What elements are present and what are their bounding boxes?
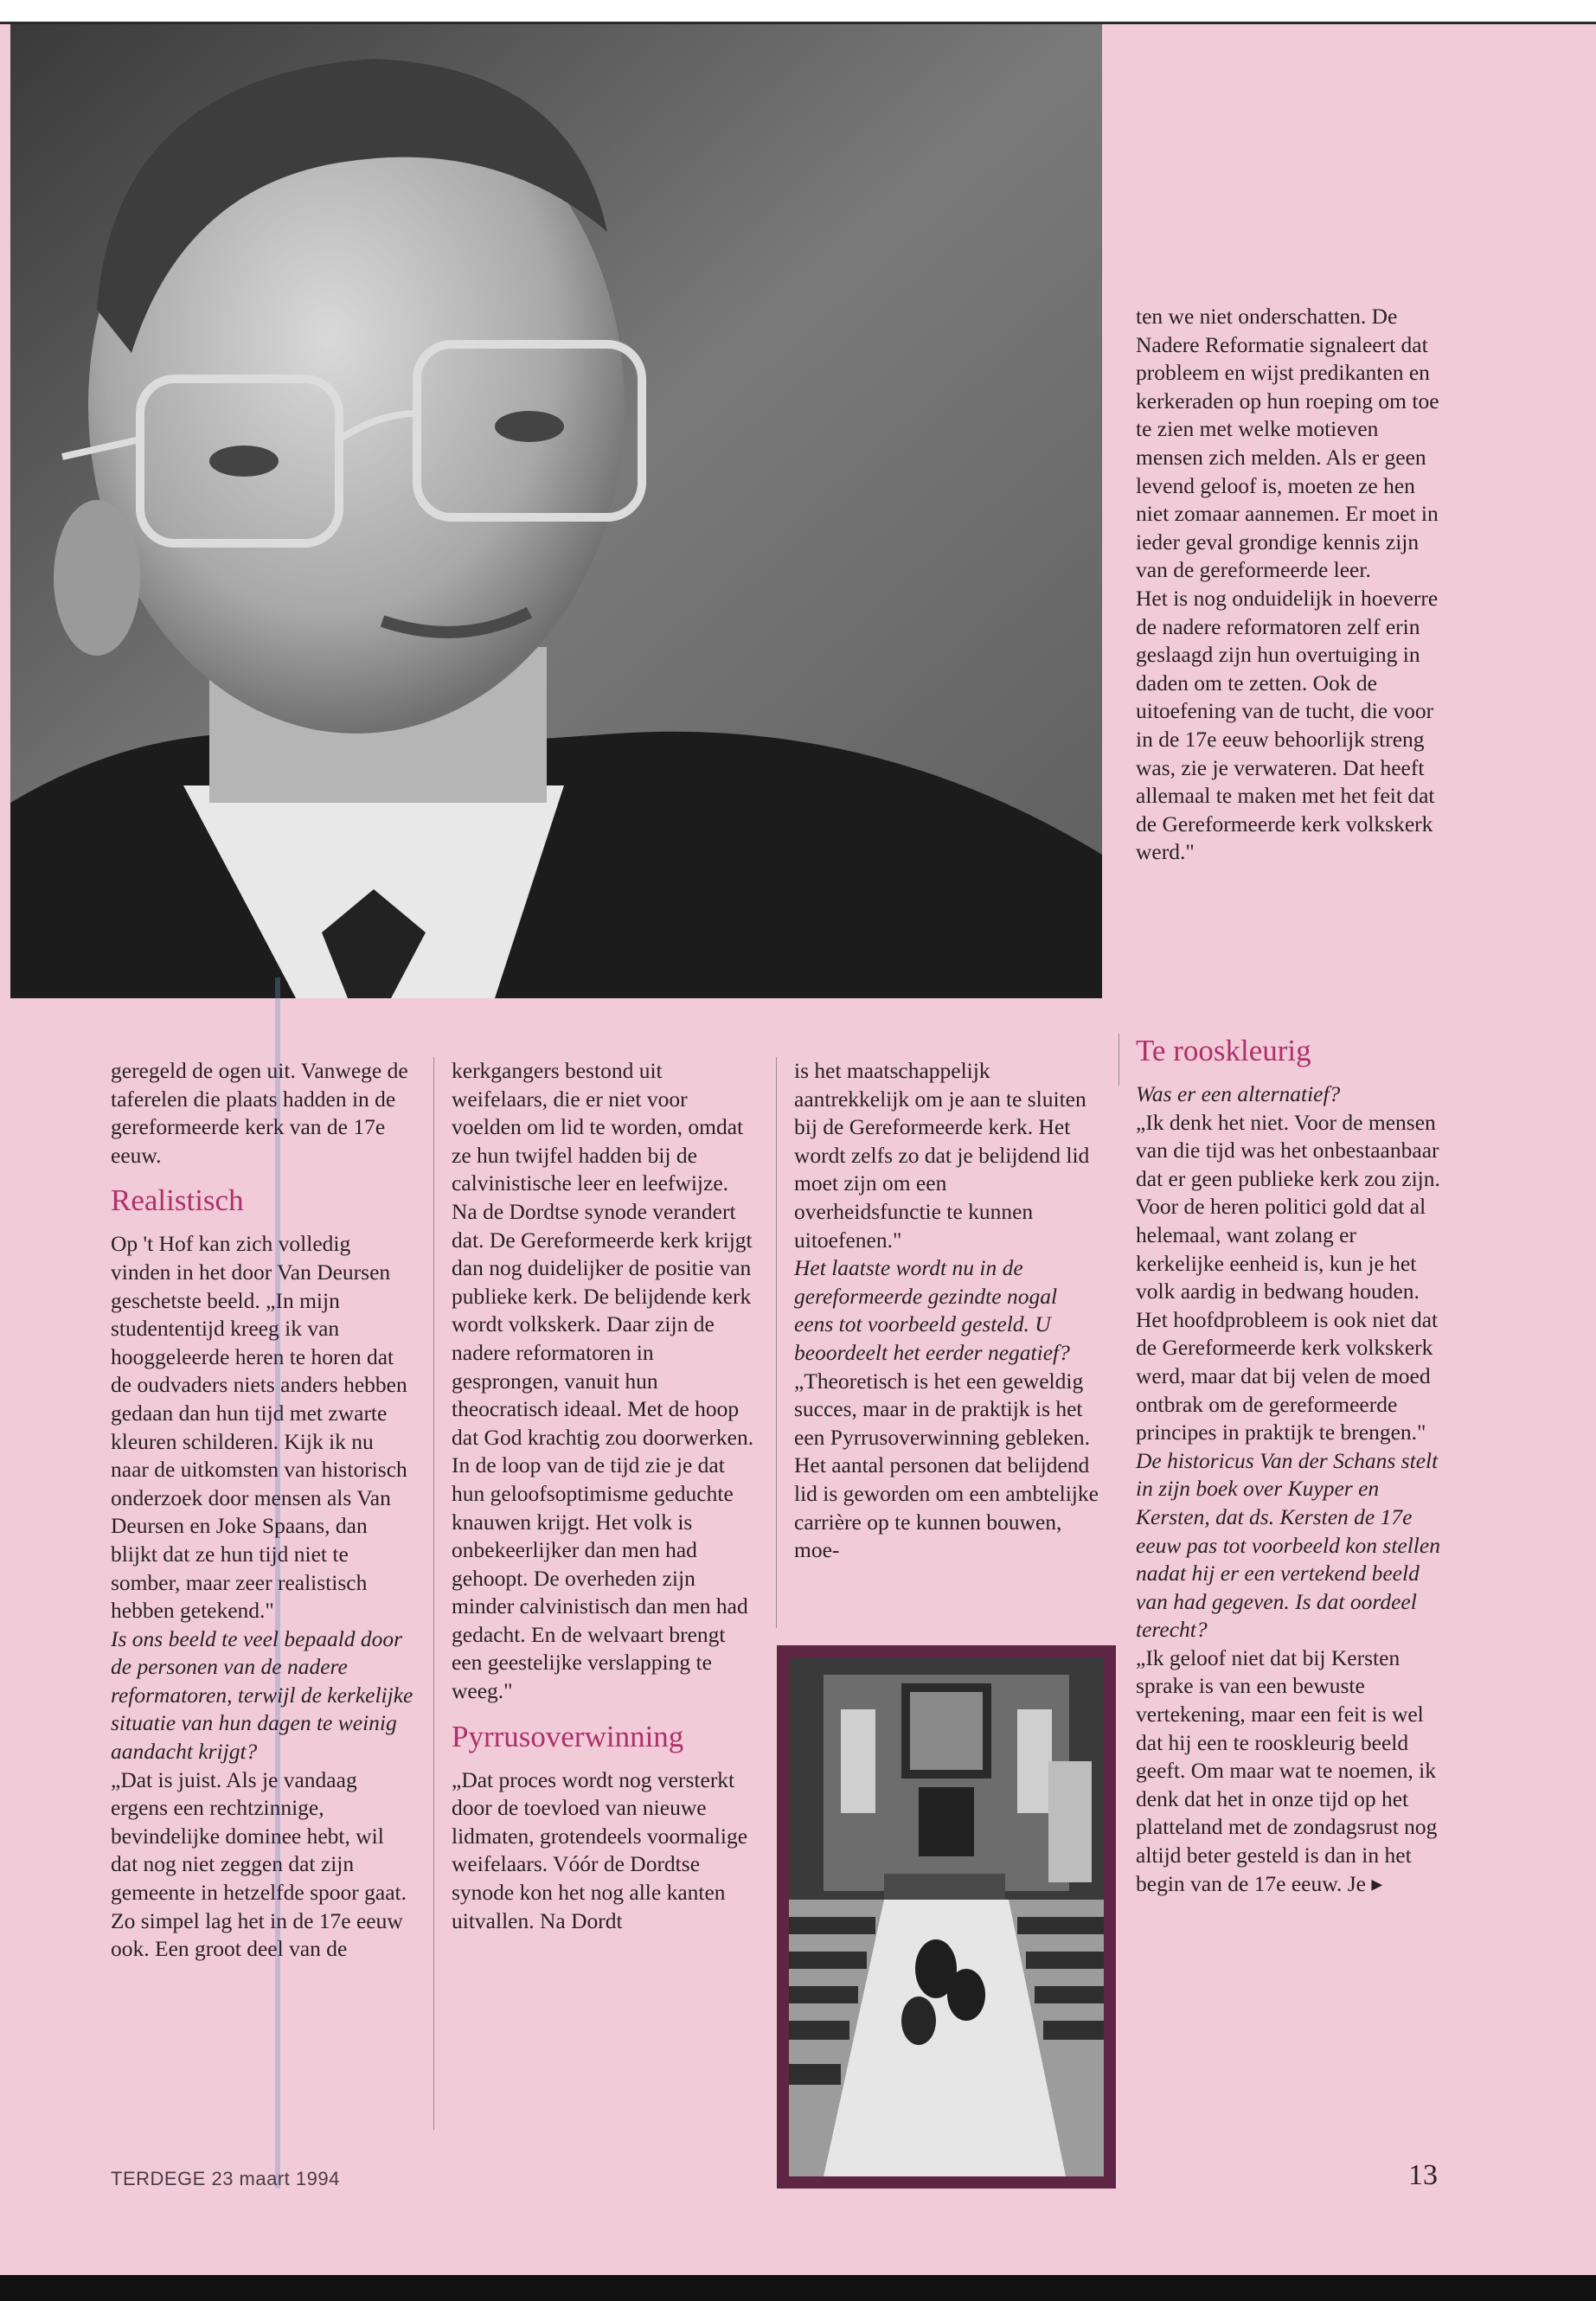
column3-question: Het laatste wordt nu in de gereformeerde gezindte nogal eens tot voorbeeld gesteld. U beoordeelt het eerder negatief? <box>794 1255 1070 1365</box>
heading-pyrrusoverwinning: Pyrrusoverwinning <box>452 1719 684 1753</box>
column4-paragraph-4: „Ik geloof niet dat bij Kersten sprake is van een bewuste vertekening, maar een feit is wel dat hij een te rooskleurig beeld geeft. Om maar wat te noemen, ik denk dat het in onze tijd op het platteland met de zondagsrust nog altijd beter gesteld is dan in het begin van de 17e eeuw. Je ▸ <box>1136 1644 1438 1896</box>
article-column-4-bottom <box>1136 1034 1440 1898</box>
column-divider <box>433 1057 434 2130</box>
column4-question-1: Was er een alternatief? <box>1136 1081 1341 1106</box>
column1-intro: geregeld de ogen uit. Vanwege de taferelen die plaats hadden in de gereformeerde kerk van de 17e eeuw. <box>111 1058 408 1168</box>
article-column-3 <box>794 1057 1099 1565</box>
column-divider <box>1118 1034 1119 1086</box>
column2-paragraph-2: Na de Dordtse synode verandert dat. De Gereformeerde kerk krijgt dan nog duidelijker de positie van publieke kerk. De belijdende kerk wordt volkskerk. Daar zijn de nadere reformatoren in gesprongen, vanuit hun theocratisch ideaal. Met de hoop dat God krachtig zou doorwerken. In de loop van de tijd zie je dat hun geloofsoptimisme geduchte knauwen krijgt. Het volk is onbekeerlijker dan men had gehoopt. De overheden zijn minder calvinistisch dan men had gedacht. En de welvaart brengt een geestelijke verslapping te weeg." <box>452 1198 754 1704</box>
column1-paragraph-1: Op 't Hof kan zich volledig vinden in het door Van Deursen geschetste beeld. „In mijn studententijd kreeg ik van hooggeleerde heren te horen dat de oudvaders niets anders hebben gedaan dan hun tijd met zwarte kleuren schilderen. Kijk ik nu naar de uitkomsten van historisch onderzoek door mensen als Van Deursen en Joke Spaans, dan blijkt dat ze hun tijd niet te somber, maar zeer realistisch hebben getekend." <box>111 1231 407 1624</box>
column4-question-2: De historicus Van der Schans stelt in zijn boek over Kuyper en Kersten, dat ds. Kersten de 17e eeuw pas tot voorbeeld kon stellen nadat hij er een vertekend beeld van had gegeven. Is dat oordeel terecht? <box>1136 1447 1440 1643</box>
column-divider <box>776 1057 777 1628</box>
column3-paragraph-2: „Theoretisch is het een geweldig succes, maar in de praktijk is het een Pyrrusoverwinning gebleken. Het aantal personen dat belijdend lid is geworden om een ambtelijke carrière op te kunnen bouwen, moe- <box>794 1368 1099 1563</box>
column3-paragraph-1: is het maatschappelijk aantrekkelijk om je aan te sluiten bij de Gereformeerde kerk. Het wordt zelfs zo dat je belijdend lid moet zijn om een overheidsfunctie te kunnen uitoefenen." <box>794 1058 1090 1253</box>
column1-question: Is ons beeld te veel bepaald door de personen van de nadere reformatoren, terwijl de kerkelijke situatie van hun dagen te weinig aandacht krijgt? <box>111 1625 413 1765</box>
heading-te-rooskleurig: Te rooskleurig <box>1136 1034 1311 1067</box>
column4-paragraph-1: ten we niet onderschatten. De Nadere Reformatie signaleert dat probleem en wijst predikanten en kerkeraden op hun roeping om toe te zien met welke motieven mensen zich melden. Als er geen levend geloof is, moeten ze hen niet zomaar aannemen. Er moet in ieder geval grondige kennis zijn van de gereformeerde leer. <box>1136 304 1439 583</box>
heading-realistisch: Realistisch <box>111 1183 244 1218</box>
column2-paragraph-3: „Dat proces wordt nog versterkt door de toevloed van nieuwe lidmaten, grotendeels voormalige weifelaars. Vóór de Dordtse synode kon het nog alle kanten uitvallen. Na Dordt <box>452 1766 748 1933</box>
portrait-photo <box>10 24 1102 998</box>
bottom-border <box>0 2275 1596 2301</box>
column2-paragraph-1: kerkgangers bestond uit weifelaars, die er niet voor voelden om lid te worden, omdat ze hun twijfel hadden bij de calvinistische leer en leefwijze. <box>452 1058 744 1196</box>
top-border <box>0 0 1596 24</box>
church-interior-photo <box>777 1645 1116 2189</box>
article-column-2 <box>452 1057 756 1935</box>
column4-paragraph-3: „Ik denk het niet. Voor de mensen van die tijd was het onbestaanbaar dat er geen publieke kerk zou zijn. Voor de heren politici gold dat al helemaal, want zolang er kerkelijke eenheid is, kun je het volk aardig in bedwang houden. Het hoofdprobleem is ook niet dat de Gereformeerde kerk volkskerk werd, maar dat bij velen de moed ontbrak om de gereformeerde principes in praktijk te brengen." <box>1136 1109 1440 1445</box>
column1-paragraph-2: „Dat is juist. Als je vandaag ergens een rechtzinnige, bevindelijke dominee hebt, wil dat nog niet zeggen dat zijn gemeente in hetzelfde spoor gaat. Zo simpel lag het in de 17e eeuw ook. Een groot deel van de <box>111 1766 407 1962</box>
magazine-footer: TERDEGE 23 maart 1994 <box>111 2168 340 2189</box>
page-number: 13 <box>1408 2159 1438 2191</box>
article-column-1 <box>111 1057 415 1964</box>
column4-paragraph-2: Het is nog onduidelijk in hoeverre de nadere reformatoren zelf erin geslaagd zijn hun overtuiging in daden om te zetten. Ook de uitoefening van de tucht, die voor in de 17e eeuw behoorlijk streng was, zie je verwateren. Dat heeft allemaal te maken met het feit dat de Gereformeerde kerk volkskerk werd." <box>1136 585 1439 865</box>
article-column-4-top <box>1136 303 1440 867</box>
